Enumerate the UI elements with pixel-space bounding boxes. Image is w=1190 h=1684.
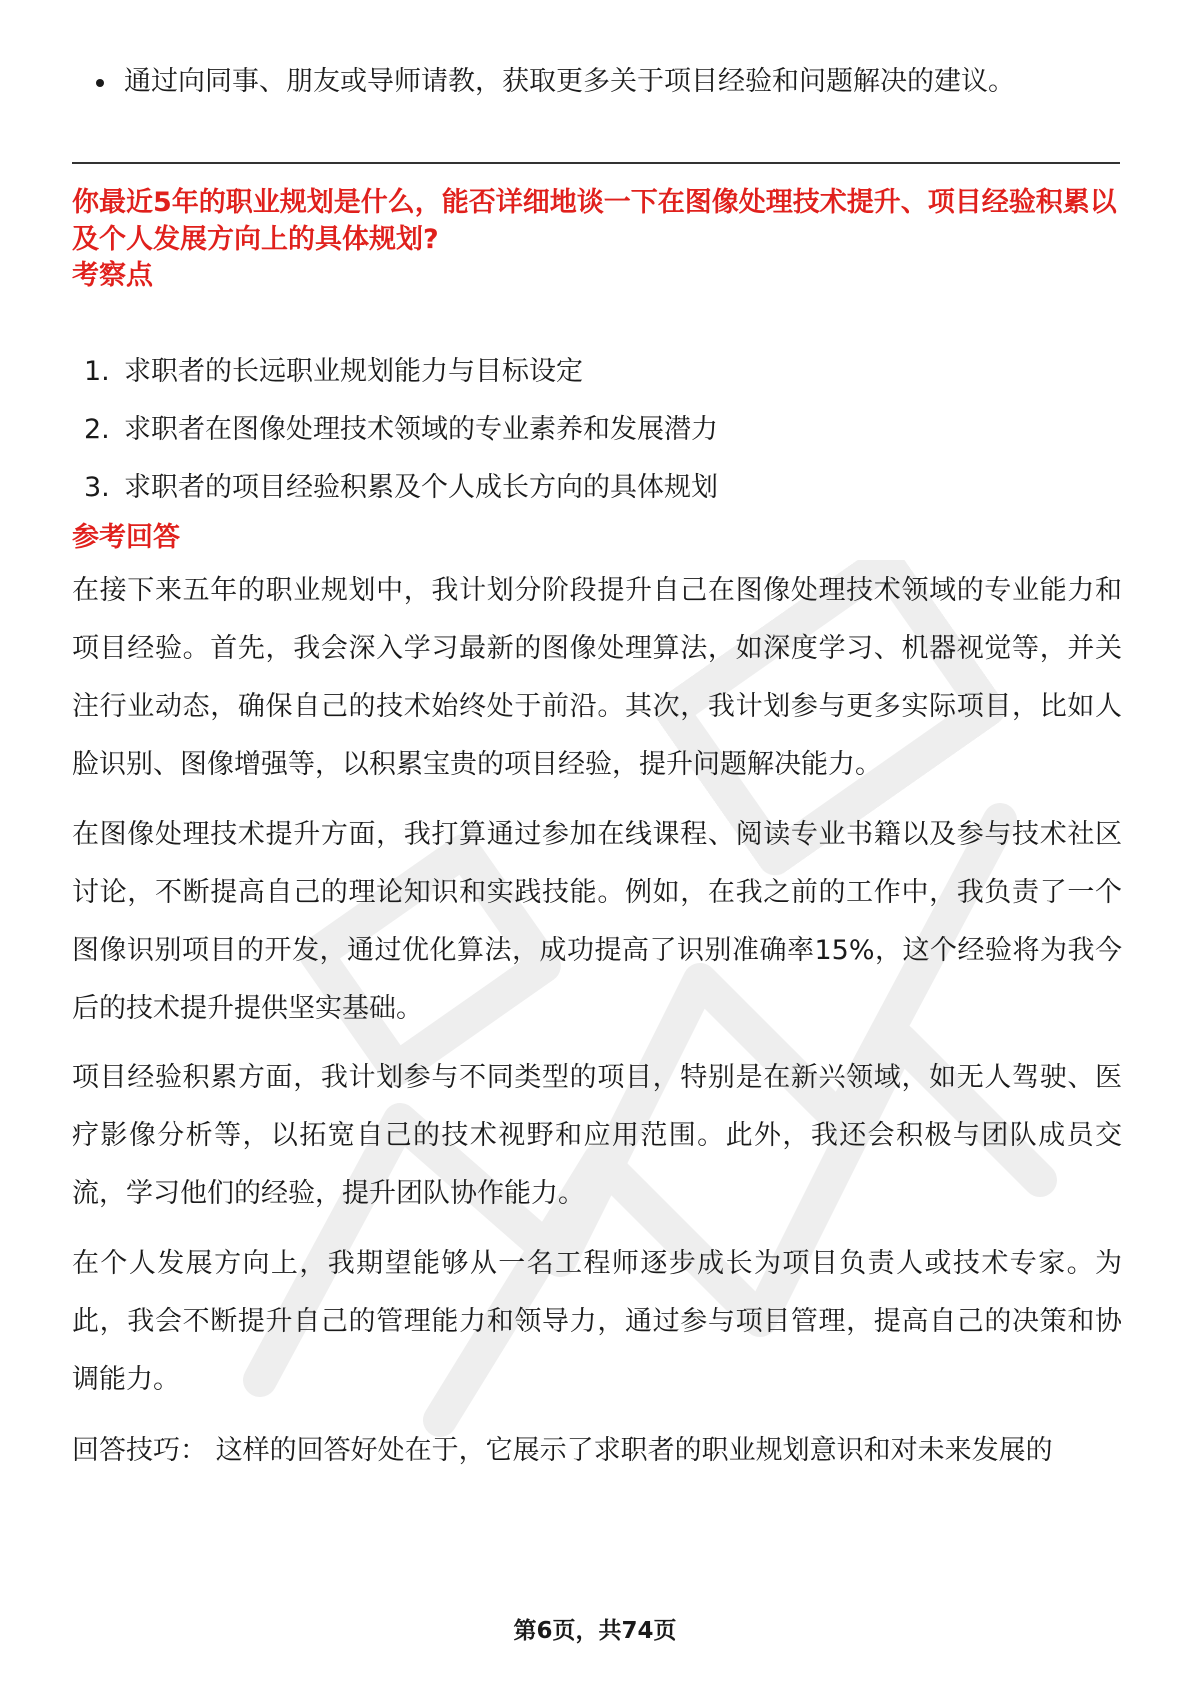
- question-heading: 你最近5年的职业规划是什么，能否详细地谈一下在图像处理技术提升、项目经验积累以及个人发展方向上的具体规划?: [72, 187, 1117, 255]
- list-item-number: 2.: [84, 414, 110, 445]
- considerations-list: [84, 352, 718, 526]
- list-item-text: 求职者的项目经验积累及个人成长方向的具体规划: [124, 472, 718, 503]
- answer-paragraph: 在图像处理技术提升方面，我打算通过参加在线课程、阅读专业书籍以及参与技术社区讨论，不断提高自己的理论知识和实践技能。例如，在我之前的工作中，我负责了一个图像识别项目的开发，通过优化算法，成功提高了识别准确率15%，这个经验将为我今后的技术提升提供坚实基础。: [72, 819, 1122, 1024]
- bullet-text: 通过向同事、朋友或导师请教，获取更多关于项目经验和问题解决的建议。: [124, 66, 1015, 97]
- list-item: [84, 410, 718, 468]
- list-item-number: 1.: [84, 356, 110, 387]
- list-item: [84, 468, 718, 526]
- bullet-dot-icon: [96, 79, 104, 87]
- list-item-text: 求职者的长远职业规划能力与目标设定: [124, 356, 583, 387]
- considerations-heading: 考察点: [72, 260, 153, 291]
- answer-heading: 参考回答: [72, 522, 180, 553]
- list-item-number: 3.: [84, 472, 110, 503]
- answer-paragraph: 项目经验积累方面，我计划参与不同类型的项目，特别是在新兴领域，如无人驾驶、医疗影像分析等，以拓宽自己的技术视野和应用范围。此外，我还会积极与团队成员交流，学习他们的经验，提升团队协作能力。: [72, 1062, 1122, 1209]
- section-divider: [72, 162, 1120, 164]
- page-footer: 第6页，共74页: [513, 1618, 677, 1644]
- answer-paragraph: 在接下来五年的职业规划中，我计划分阶段提升自己在图像处理技术领域的专业能力和项目经验。首先，我会深入学习最新的图像处理算法，如深度学习、机器视觉等，并关注行业动态，确保自己的技术始终处于前沿。其次，我计划参与更多实际项目，比如人脸识别、图像增强等，以积累宝贵的项目经验，提升问题解决能力。: [72, 575, 1122, 780]
- answer-paragraph: 在个人发展方向上，我期望能够从一名工程师逐步成长为项目负责人或技术专家。为此，我会不断提升自己的管理能力和领导力，通过参与项目管理，提高自己的决策和协调能力。: [72, 1248, 1122, 1395]
- answer-tips-paragraph: 回答技巧： 这样的回答好处在于，它展示了求职者的职业规划意识和对未来发展的: [72, 1435, 1053, 1466]
- list-item-text: 求职者在图像处理技术领域的专业素养和发展潜力: [124, 414, 718, 445]
- list-item: [84, 352, 718, 410]
